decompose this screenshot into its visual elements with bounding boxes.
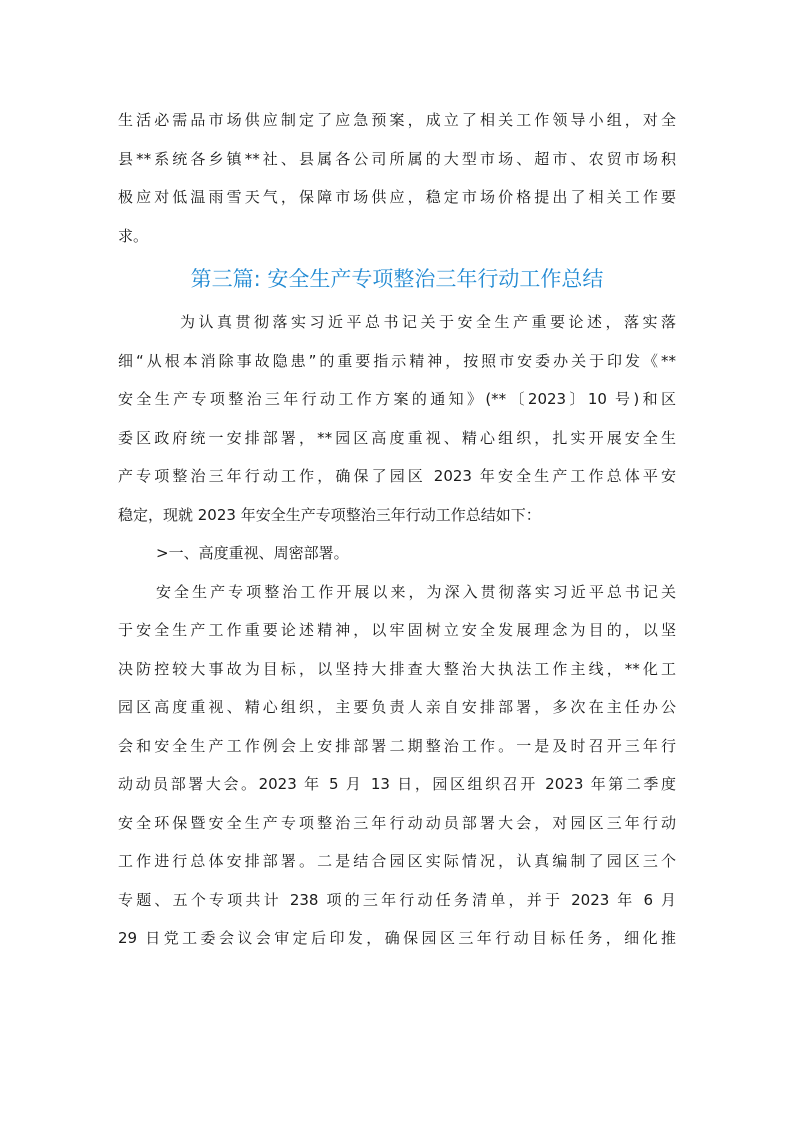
text-line: 产专项整治三年行动工作，确保了园区 2023 年安全生产工作总体平安 [118,467,676,485]
text-line: 于安全生产工作重要论述精神，以牢固树立安全发展理念为目的，以坚 [118,621,676,639]
text-line: 生活必需品市场供应制定了应急预案，成立了相关工作领导小组，对全 [118,111,676,129]
text-line: 会和安全生产工作例会上安排部署二期整治工作。一是及时召开三年行 [118,736,676,755]
section-heading: 第三篇: 安全生产专项整治三年行动工作总结 [190,267,604,291]
text-line: 稳定，现就 2023 年安全生产专项整治三年行动工作总结如下： [118,505,541,524]
text-line: 为认真贯彻落实习近平总书记关于安全生产重要论述，落实落 [180,313,676,331]
text-line: 极应对低温雨雪天气，保障市场供应，稳定市场价格提出了相关工作要 [118,188,676,206]
text-line: 决防控较大事故为目标，以坚持大排查大整治大执法工作主线，**化工 [118,659,676,678]
text-line: 工作进行总体安排部署。二是结合园区实际情况，认真编制了园区三个 [118,852,676,870]
text-line: 求。 [118,226,149,245]
text-line: 安全生产专项整治工作开展以来，为深入贯彻落实习近平总书记关 [156,582,676,601]
section-subheading: >一、高度重视、周密部署。 [156,544,349,562]
document-body [118,101,676,958]
text-line: 专题、五个专项共计 238 项的三年行动任务清单，并于 2023 年 6 月 [118,890,676,909]
text-line: 细“从根本消除事故隐患”的重要指示精神，按照市安委办关于印发《** [118,351,676,370]
text-line: 县**系统各乡镇**社、县属各公司所属的大型市场、超市、农贸市场积 [118,149,676,168]
text-line: 安全生产专项整治三年行动工作方案的通知》(**〔2023〕10 号)和区 [118,390,676,408]
text-line: 动动员部署大会。2023 年 5 月 13 日，园区组织召开 2023 年第二季度 [118,775,676,793]
text-line: 委区政府统一安排部署，**园区高度重视、精心组织，扎实开展安全生 [118,428,676,447]
text-line: 29 日党工委会议会审定后印发，确保园区三年行动目标任务，细化推 [118,929,676,947]
text-line: 安全环保暨安全生产专项整治三年行动动员部署大会，对园区三年行动 [118,813,676,832]
text-line: 园区高度重视、精心组织，主要负责人亲自安排部署，多次在主任办公 [118,698,676,716]
